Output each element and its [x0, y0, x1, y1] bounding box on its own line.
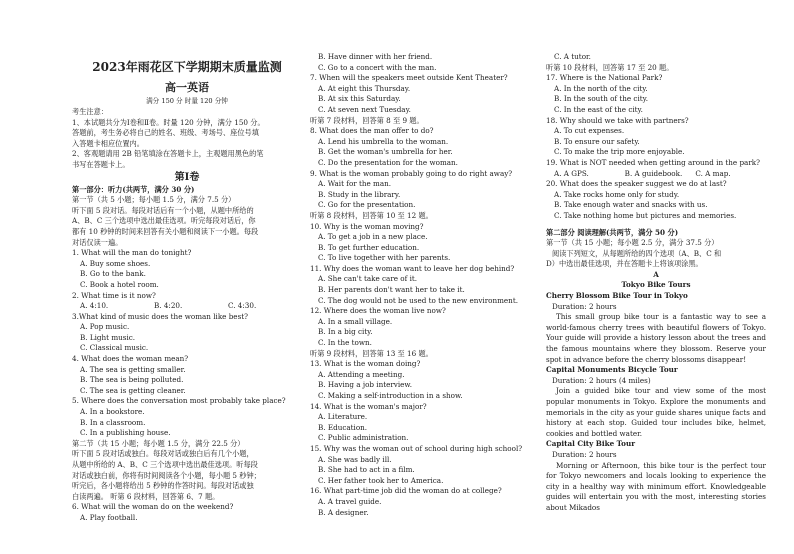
option: B. In a classroom. [80, 417, 146, 427]
option: C. In a publishing house. [80, 428, 171, 438]
option: A. Wait for the man. [318, 179, 392, 189]
section-instruction: 都有 10 秒钟的时间来回答有关小题和阅读下一小题。每段 [72, 226, 259, 236]
section-instruction: 听下面 5 段对话或独白。每段对话或独白后有几个小题， [72, 449, 254, 459]
exam-subtitle: 高一英语 [165, 81, 209, 94]
tour-name: Capital Monuments Bicycle Tour [546, 365, 678, 375]
option: B. Go to the bank. [80, 269, 146, 279]
option: C. A map. [695, 168, 731, 178]
passage-title: Tokyo Bike Tours [621, 280, 691, 290]
question: 11. Why does the woman want to leave her dog behind? [310, 263, 515, 273]
reading-part-title: 第二部分 阅读理解(共两节，满分 50 分) [546, 227, 679, 237]
question: 8. What does the man offer to do? [310, 126, 434, 136]
notes-line: 入答题卡相应位置内。 [72, 138, 144, 148]
material-instruction: 听第 9 段材料，回答第 13 至 16 题。 [310, 348, 433, 358]
question: 18. Why should we take with partners? [546, 115, 689, 125]
option: A. A GPS. [554, 168, 589, 178]
question: 6. What will the woman do on the weekend? [72, 502, 234, 512]
question: 2. What time is it now? [72, 290, 156, 300]
material-instruction: 听第 7 段材料，回答第 8 至 9 题。 [310, 115, 424, 125]
option: A. At eight this Thursday. [318, 83, 411, 93]
option: A. Play football. [80, 512, 138, 522]
option: A. She was badly ill. [318, 454, 392, 464]
notes-line: 2、客观题请用 2B 铅笔填涂在答题卡上，主观题用黑色的笔 [72, 149, 264, 159]
listening-part-title: 第一部分：听力(共两节，满分 30 分) [72, 184, 195, 194]
passage-letter: A [653, 269, 659, 279]
question: 10. Why is the woman moving? [310, 221, 424, 231]
option: A. In a small village. [318, 316, 393, 326]
column-1 [72, 52, 302, 524]
tour-description: This small group bike tour is a fantastic way to see a world-famous cherry trees with beautiful flowers of Tokyo. Your guide will provide a history lesson about the trees and the famous mountains where they blossom. Reserve your spot in advance before the cherry blossoms disappear! [546, 312, 766, 364]
section-instruction: 对话仅读一遍。 [72, 237, 123, 247]
exam-title: 2023年雨花区下学期期末质量监测 [92, 60, 282, 74]
tour-description: Join a guided bike tour and view some of the most popular monuments in Tokyo. Explore the monuments and memorials in the city as your guide shares unique facts and history at each stop. Guided tour includes bike, helmet, cookies and bottled water. [546, 386, 766, 438]
question: 7. When will the speakers meet outside Kent Theater? [310, 73, 508, 83]
option: C. To live together with her parents. [318, 253, 451, 263]
tour-duration: Duration: 2 hours [552, 449, 617, 459]
option: B. Having a job interview. [318, 380, 412, 390]
option: B. Get the woman's umbrella for her. [318, 147, 453, 157]
option: C. Take nothing home but pictures and memories. [554, 210, 737, 220]
option: B. To get further education. [318, 242, 420, 252]
exam-meta: 满分 150 分 时量 120 分钟 [146, 97, 228, 105]
option: C. In the east of the city. [554, 104, 643, 114]
option: B. She had to act in a film. [318, 465, 415, 475]
option: B. At six this Saturday. [318, 94, 401, 104]
option: C. Public administration. [318, 433, 409, 443]
notes-line: 答题前，考生务必将自己的姓名、班级、考场号、座位号填 [72, 128, 259, 138]
option: C. The sea is getting cleaner. [80, 385, 186, 395]
option: B. Have dinner with her friend. [318, 52, 433, 61]
tour-duration: Duration: 2 hours [552, 301, 617, 311]
option: A. 4:10. [80, 301, 109, 311]
option: C. To make the trip more enjoyable. [554, 147, 685, 157]
option: A. The sea is getting smaller. [80, 364, 186, 374]
section-instruction: 白读两遍。 听第 6 段材料，回答第 6、7 题。 [72, 491, 220, 501]
option: B. To ensure our safety. [554, 136, 640, 146]
section-instruction: A、B、C 三个选项中选出最佳选项。听完每段对话后，你 [72, 216, 256, 226]
option: C. Her father took her to America. [318, 475, 444, 485]
option: B. In a big city. [318, 327, 373, 337]
option: A. To get a job in a new place. [318, 232, 428, 242]
option: B. Study in the library. [318, 189, 401, 199]
notes-heading: 考生注意： [72, 107, 108, 116]
section-instruction: 对话或独白前，你将有时间阅读各个小题，每小题 5 秒钟； [72, 470, 261, 480]
section-instruction: 从题中所给的 A、B、C 三个选项中选出最佳选项。听每段 [72, 460, 258, 469]
section-instruction: 阅读下列短文，从每题所给的四个选项（A、B、C 和 [552, 248, 722, 258]
section-instruction: 第一节（共 5 小题；每小题 1.5 分，满分 7.5 分） [72, 195, 236, 205]
option: C. 4:30. [228, 301, 257, 311]
tour-name: Capital City Bike Tour [546, 439, 635, 449]
option: B. A guidebook. [624, 168, 683, 178]
option: A. Literature. [318, 412, 368, 422]
option: C. A tutor. [554, 52, 591, 61]
option: C. In the town. [318, 338, 372, 348]
section-instruction: 第二节（共 15 小题；每小题 1.5 分，满分 22.5 分） [72, 438, 245, 448]
option: A. Pop music. [80, 322, 130, 332]
option-row [72, 301, 302, 312]
option: B. Her parents don't want her to take it. [318, 285, 465, 295]
question: 13. What is the woman doing? [310, 359, 421, 369]
option: B. 4:20. [154, 301, 183, 311]
option: A. In a bookstore. [80, 407, 145, 417]
notes-line: 1、本试题共分为Ⅰ卷和Ⅱ卷。时量 120 分钟，满分 150 分。 [72, 117, 265, 127]
option: C. Go to a concert with the man. [318, 62, 437, 72]
option: B. A designer. [318, 507, 369, 517]
option: A. She can't take care of it. [318, 274, 418, 284]
question: 15. Why was the woman out of school during high school? [310, 443, 523, 453]
option: B. In the south of the city. [554, 94, 649, 104]
option: B. Take enough water and snacks with us. [554, 200, 708, 210]
question: 9. What is the woman probably going to do right away? [310, 168, 513, 178]
option: A. Take rocks home only for study. [554, 189, 680, 199]
option: C. Classical music. [80, 343, 149, 353]
column-3 [546, 52, 766, 514]
option: A. Lend his umbrella to the woman. [318, 136, 449, 146]
question: 16. What part-time job did the woman do at college? [310, 486, 502, 496]
option: C. Do the presentation for the woman. [318, 157, 458, 167]
option: A. To cut expenses. [554, 126, 625, 136]
option: A. Buy some shoes. [80, 258, 151, 268]
option: B. Education. [318, 422, 368, 432]
question: 14. What is the woman's major? [310, 401, 427, 411]
option: C. Go for the presentation. [318, 200, 416, 210]
option: B. The sea is being polluted. [80, 375, 184, 385]
volume-heading: 第Ⅰ卷 [174, 171, 200, 183]
option: A. In the north of the city. [554, 83, 648, 93]
question: 5. Where does the conversation most probably take place? [72, 396, 286, 406]
question: 1. What will the man do tonight? [72, 248, 192, 258]
tour-name: Cherry Blossom Bike Tour in Tokyo [546, 291, 688, 301]
tour-duration: Duration: 2 hours (4 miles) [552, 375, 651, 385]
column-2 [310, 52, 545, 518]
question: 20. What does the speaker suggest we do at last? [546, 179, 727, 189]
question: 3.What kind of music does the woman like best? [72, 311, 248, 321]
section-instruction: 听完后，各小题将给出 5 秒钟的作答时间。每段对话或独 [72, 481, 254, 491]
section-instruction: 听下面 5 段对话。每段对话后有一个小题，从题中所给的 [72, 205, 254, 215]
option: C. The dog would not be used to the new environment. [318, 295, 518, 305]
option: B. Light music. [80, 332, 136, 342]
section-instruction: 第一节（共 15 小题；每小题 2.5 分，满分 37.5 分） [546, 238, 719, 248]
option: A. A travel guide. [318, 496, 382, 506]
question: 12. Where does the woman live now? [310, 306, 446, 316]
option: C. Making a self-introduction in a show. [318, 391, 463, 400]
option: C. At seven next Tuesday. [318, 104, 411, 114]
section-instruction: D）中选出最佳选项，并在答题卡上将该项涂黑。 [546, 259, 703, 269]
material-instruction: 听第 10 段材料，回答第 17 至 20 题。 [546, 62, 674, 72]
option: C. Book a hotel room. [80, 279, 159, 289]
option: A. Attending a meeting. [318, 369, 405, 379]
question: 4. What does the woman mean? [72, 354, 189, 364]
question: 17. Where is the National Park? [546, 73, 663, 83]
material-instruction: 听第 8 段材料，回答第 10 至 12 题。 [310, 210, 433, 220]
question: 19. What is NOT needed when getting around in the park? [546, 157, 760, 167]
notes-line: 书写在答题卡上。 [72, 159, 130, 169]
option-row [546, 169, 766, 180]
tour-description: Morning or Afternoon, this bike tour is the perfect tour for Tokyo newcomers and locals looking to experience the city in a healthy way with minimum effort. Knowledgeable guides will entertain you with the most, interesting stories about Mikados [546, 460, 766, 512]
